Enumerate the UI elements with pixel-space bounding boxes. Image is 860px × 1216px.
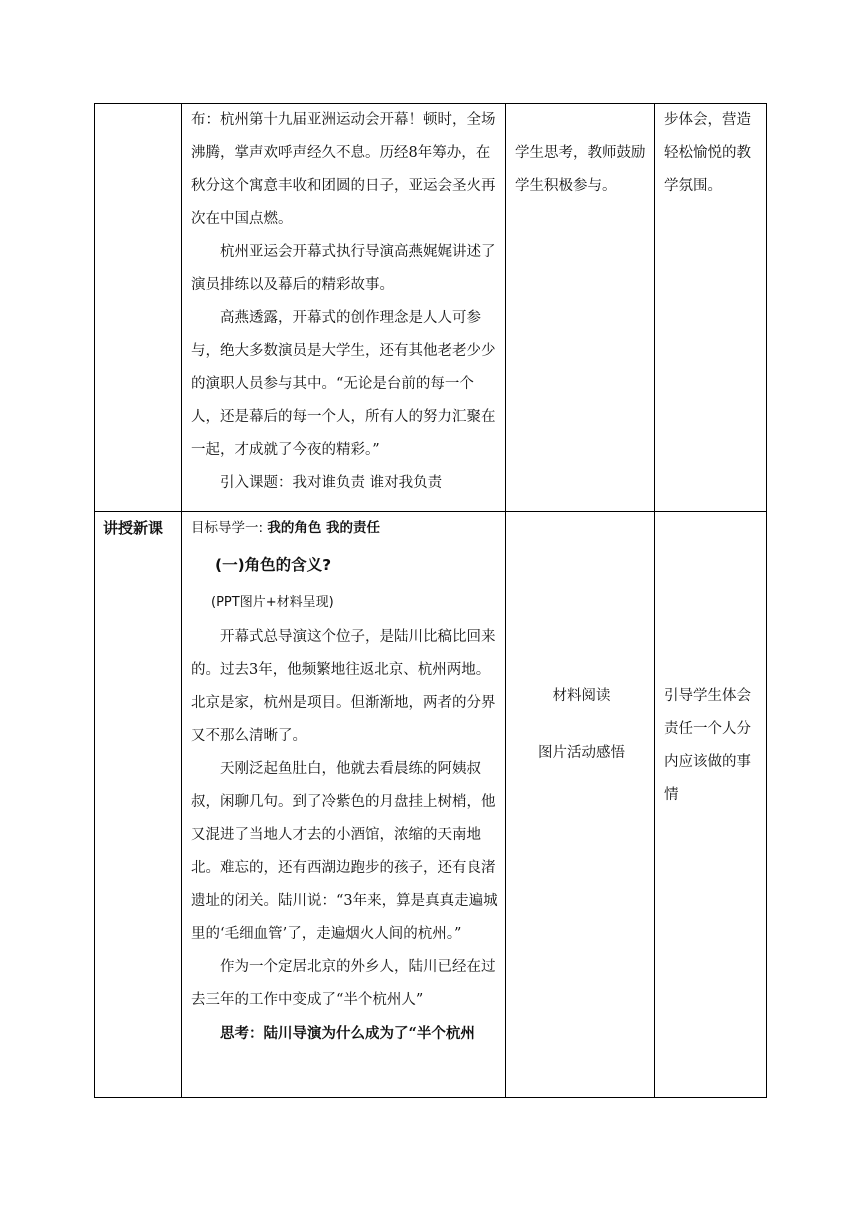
section-label: 讲授新课	[103, 519, 164, 537]
material-paragraph-2: 天刚泛起鱼肚白，他就去看晨练的阿姨叔叔，闲聊几句。到了冷紫色的月盘挂上树梢，他又混进了当地人才去的小酒馆，浓缩的天南地北。难忘的，还有西湖边跑步的孩子，还有良渚遗址的闭关。陆川说：“3年来，算是真真走遍城里的‘毛细血管’了，走遍烟火人间的杭州。”	[191, 761, 498, 942]
think-question: 思考：陆川导演为什么成为了“半个杭州	[220, 1025, 475, 1042]
lesson-topic-intro: 引入课题：我对谁负责 谁对我负责	[220, 475, 443, 491]
new-lesson-label-cell	[95, 512, 182, 1098]
intro-paragraph-2: 杭州亚运会开幕式执行导演高燕娓娓讲述了演员排练以及幕后的精彩故事。	[191, 244, 496, 293]
table-row-intro	[95, 104, 767, 512]
activity-item-image: 图片活动感悟	[538, 745, 625, 761]
new-lesson-content-cell	[182, 512, 506, 1098]
intro-label-cell	[95, 104, 182, 512]
material-paragraph-3: 作为一个定居北京的外乡人，陆川已经在过去三年的工作中变成了“半个杭州人”	[191, 959, 496, 1008]
intro-paragraph-1: 布：杭州第十九届亚洲运动会开幕！顿时，全场沸腾，掌声欢呼声经久不息。历经8年筹办，在秋分这个寓意丰收和团圆的日子，亚运会圣火再次在中国点燃。	[191, 112, 496, 227]
new-lesson-student-activity-cell	[506, 512, 655, 1098]
intro-design-intent: 步体会，营造轻松愉悦的教学氛围。	[664, 112, 751, 194]
goal-title: 我的角色 我的责任	[267, 520, 381, 536]
table-row-new-lesson	[95, 512, 767, 1098]
new-lesson-design-intent-cell	[655, 512, 767, 1098]
goal-heading	[191, 512, 499, 545]
intro-design-intent-cell	[655, 104, 767, 512]
intro-student-activity: 学生思考，教师鼓励学生积极参与。	[515, 145, 646, 194]
activity-item-reading: 材料阅读	[552, 688, 611, 704]
lesson-plan-table	[94, 103, 767, 1098]
material-paragraph-1: 开幕式总导演这个位子，是陆川比稿比回来的。过去3年，他频繁地往返北京、杭州两地。北京是家，杭州是项目。但渐渐地，两者的分界又不那么清晰了。	[191, 629, 496, 744]
new-lesson-design-intent: 引导学生体会责任一个人分内应该做的事情	[664, 688, 751, 803]
goal-prefix: 目标导学一:	[191, 520, 264, 536]
intro-student-activity-cell	[506, 104, 655, 512]
ppt-note: (PPT图片+材料呈现)	[211, 595, 334, 610]
intro-content-cell	[182, 104, 506, 512]
intro-paragraph-3: 高燕透露，开幕式的创作理念是人人可参与，绝大多数演员是大学生，还有其他老老少少的演职人员参与其中。“无论是台前的每一个人，还是幕后的每一个人，所有人的努力汇聚在一起，才成就了今夜的精彩。”	[191, 310, 496, 458]
subheading: (一)角色的含义?	[215, 556, 332, 574]
